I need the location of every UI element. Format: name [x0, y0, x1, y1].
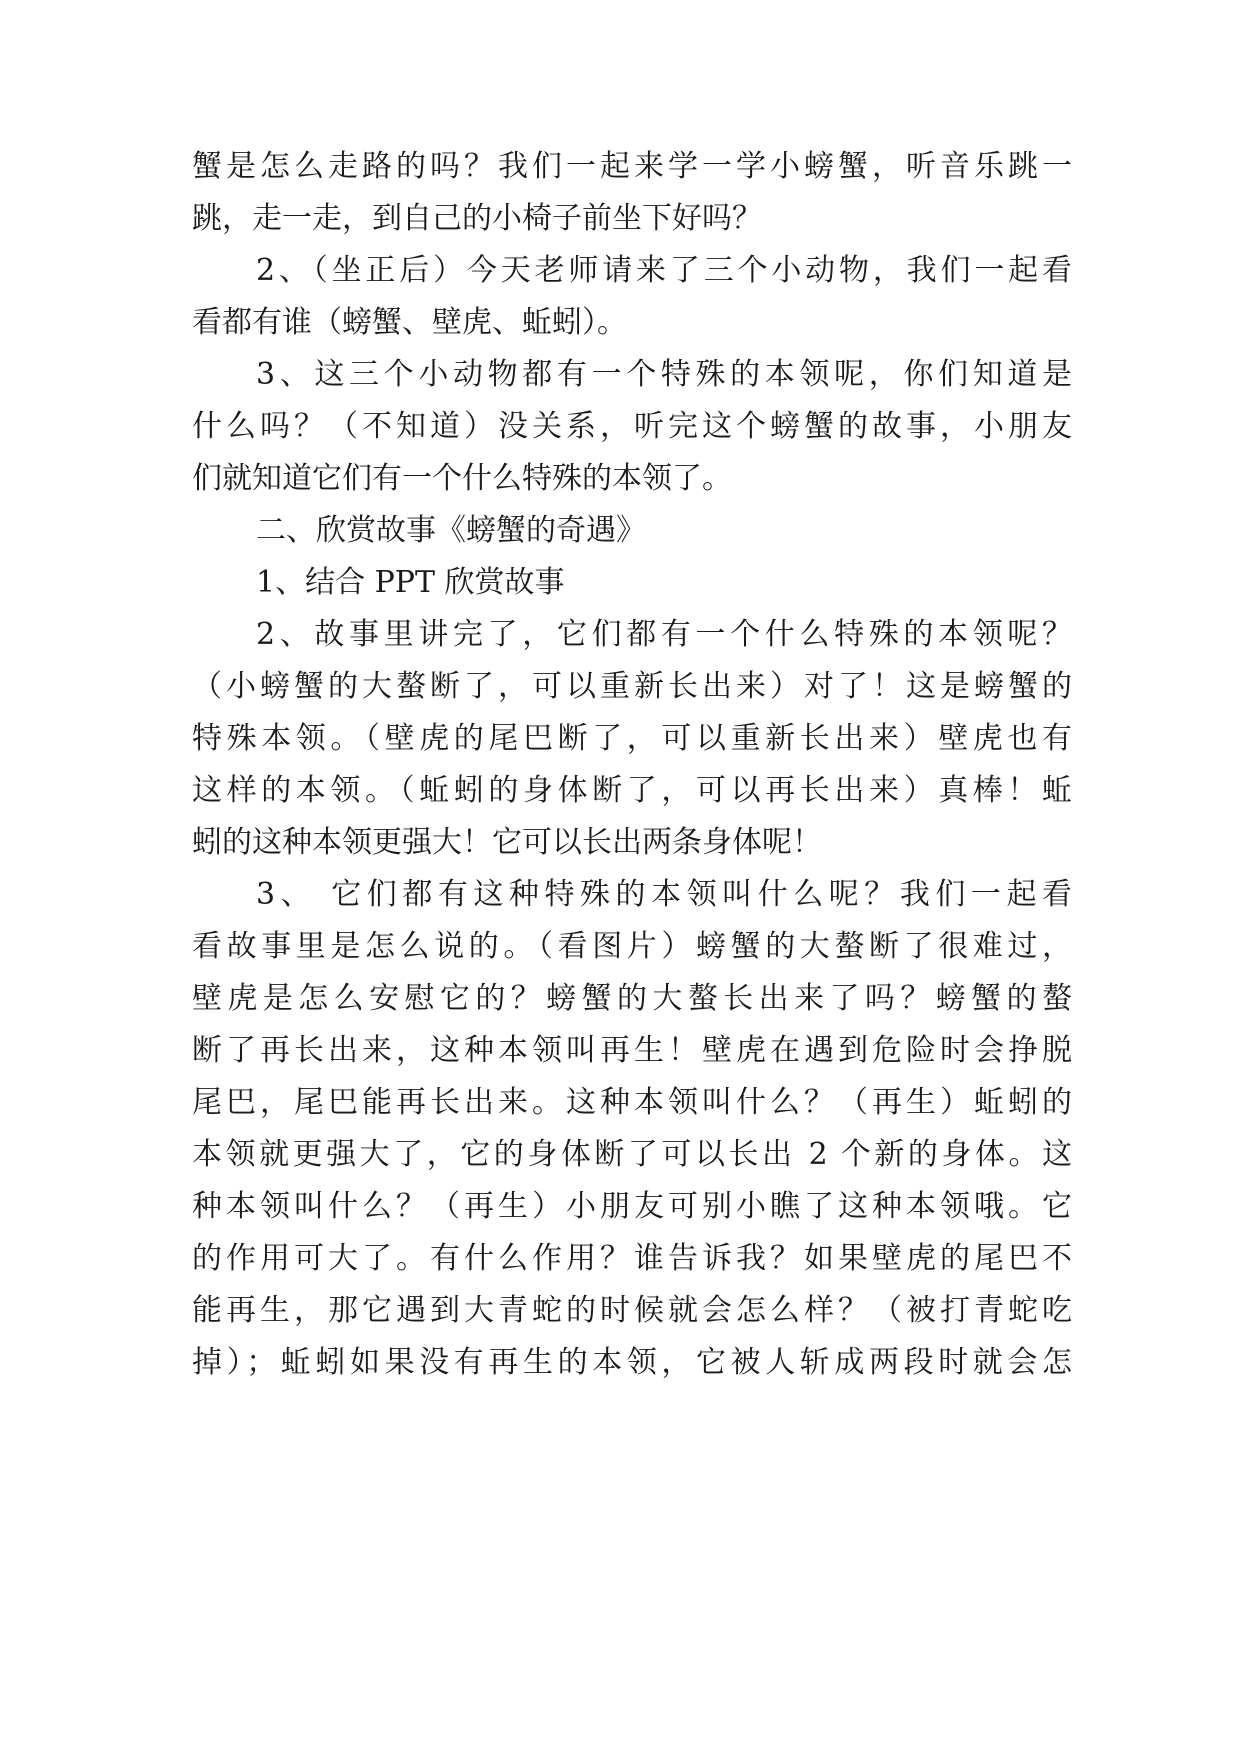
text-line: 掉）；蚯蚓如果没有再生的本领，它被人斩成两段时就会怎	[192, 1345, 1072, 1380]
paragraph-item-1: 1、结合 PPT 欣赏故事	[256, 565, 565, 600]
text-line: 种本领叫什么？（再生）小朋友可别小瞧了这种本领哦。它	[192, 1189, 1072, 1224]
paragraph-item-2: 2、（坐正后）今天老师请来了三个小动物，我们一起看	[256, 253, 1072, 288]
text-line: 什么吗？（不知道）没关系，听完这个螃蟹的故事，小朋友	[192, 409, 1072, 444]
text-line: 特殊本领。（壁虎的尾巴断了，可以重新长出来）壁虎也有	[192, 721, 1072, 756]
text-line: 这样的本领。（蚯蚓的身体断了，可以再长出来）真棒！蚯	[192, 773, 1072, 808]
text-line: 看故事里是怎么说的。（看图片）螃蟹的大螯断了很难过，	[192, 929, 1072, 964]
text-line: 跳，走一走，到自己的小椅子前坐下好吗？	[192, 201, 762, 236]
text-line: 尾巴，尾巴能再长出来。这种本领叫什么？（再生）蚯蚓的	[192, 1085, 1072, 1120]
text-line: 能再生，那它遇到大青蛇的时候就会怎么样？（被打青蛇吃	[192, 1293, 1072, 1328]
text-line: 蚓的这种本领更强大！它可以长出两条身体呢！	[192, 825, 822, 860]
text-line: 蟹是怎么走路的吗？我们一起来学一学小螃蟹，听音乐跳一	[192, 149, 1072, 184]
text-line: 本领就更强大了，它的身体断了可以长出 2 个新的身体。这	[192, 1137, 1072, 1172]
paragraph-item-2b: 2、故事里讲完了，它们都有一个什么特殊的本领呢？	[256, 617, 1072, 652]
text-line: 看都有谁（螃蟹、壁虎、蚯蚓）。	[192, 305, 627, 340]
section-heading: 二、欣赏故事《螃蟹的奇遇》	[256, 513, 646, 548]
text-line: 们就知道它们有一个什么特殊的本领了。	[192, 461, 732, 496]
text-line: 断了再长出来，这种本领叫再生！壁虎在遇到危险时会挣脱	[192, 1033, 1072, 1068]
paragraph-item-3b: 3、 它们都有这种特殊的本领叫什么呢？我们一起看	[256, 877, 1072, 912]
paragraph-item-3: 3、这三个小动物都有一个特殊的本领呢，你们知道是	[256, 357, 1072, 392]
text-line: 的作用可大了。有什么作用？谁告诉我？如果壁虎的尾巴不	[192, 1241, 1072, 1276]
text-line: 壁虎是怎么安慰它的？螃蟹的大螯长出来了吗？螃蟹的螯	[192, 981, 1072, 1016]
text-line: （小螃蟹的大螯断了，可以重新长出来）对了！这是螃蟹的	[192, 669, 1072, 704]
